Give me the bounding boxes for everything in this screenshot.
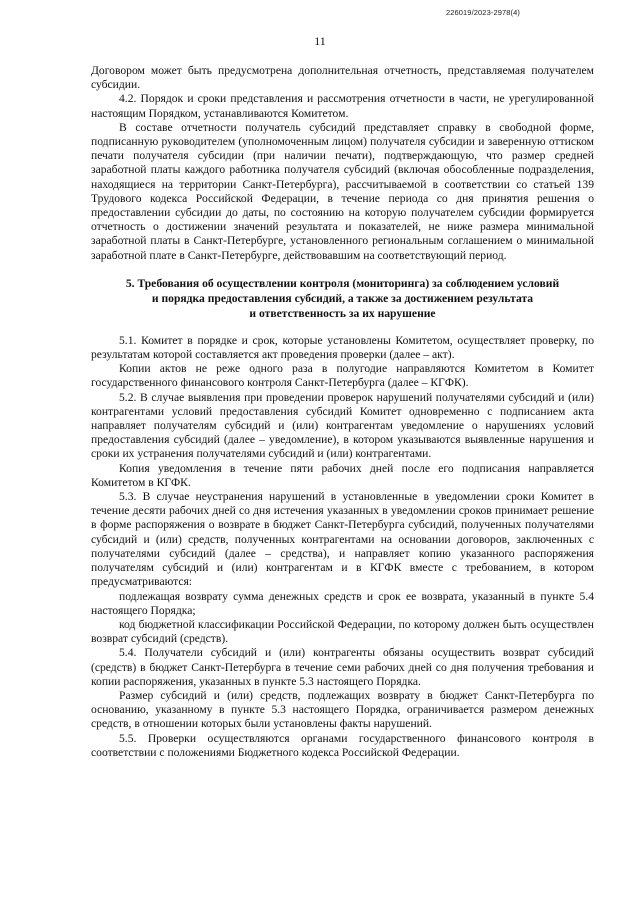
paragraph: В составе отчетности получатель субсидий представляет справку в свободной форме, подписанную руководителем (уполномоченным лицом) получателя субсидии и заверенную оттиском печати получателя субсидии (при наличии печати), подтверждающую, что размер средней заработной платы каждого работника получателя субсидий (включая обособленные подразделения, находящиеся на территории Санкт-Петербурга), рассчитываемой в соответствии со статьей 139 Трудового кодекса Российской Федерации, в течение периода со дня принятия решения о предоставлении субсидии до даты, по состоянию на которую получателем субсидии формируется отчетность о достижении значений результата и показателей, не ниже размера минимальной заработной платы в Санкт-Петербурге, установленного региональным соглашением о минимальной заработной плате в Санкт-Петербурге, действовавшим на соответствующий период. xyxy=(91,120,594,262)
paragraph: Копии актов не реже одного раза в полугодие направляются Комитетом в Комитет государственного финансового контроля Санкт-Петербурга (далее – КГФК). xyxy=(91,362,594,390)
paragraph: 5.1. Комитет в порядке и срок, которые установлены Комитетом, осуществляет проверку, по результатам которой составляется акт проведения проверки (далее – акт). xyxy=(91,333,594,362)
paragraph: 5.5. Проверки осуществляются органами государственного финансового контроля в соответствии с положениями Бюджетного кодекса Российской Федерации. xyxy=(91,731,594,759)
page-number: 11 xyxy=(314,34,326,48)
section-heading-line: 5. Требования об осуществлении контроля (мониторинга) за соблюдением условий xyxy=(125,276,560,290)
paragraph: 5.3. В случае неустранения нарушений в установленные в уведомлении сроки Комитет в течение десяти рабочих дней со дня истечения указанных в уведомлении сроков принимает решение в форме распоряжения о возврате в бюджет Санкт-Петербурга субсидий, полученных получателями субсидий и (или) средств, полученных контрагентами на основании договоров, заключенных с получателями субсидий (далее – средства), и направляет копию указанного распоряжения получателям субсидий и (или) контрагентам и в КГФК вместе с требованием, в котором предусматриваются: xyxy=(91,490,594,589)
section-heading-line: и порядка предоставления субсидий, а также за достижением результата xyxy=(151,291,534,305)
paragraph: Размер субсидий и (или) средств, подлежащих возврату в бюджет Санкт-Петербурга по основанию, указанному в пункте 5.3 настоящего Порядка, ограничивается размером денежных средств, в отношении которых были установлены факты нарушений. xyxy=(91,688,594,731)
paragraph: Договором может быть предусмотрена дополнительная отчетность, представляемая получателем субсидии. xyxy=(91,64,594,92)
paragraph: Копия уведомления в течение пяти рабочих дней после его подписания направляется Комитетом в КГФК. xyxy=(91,461,594,489)
section-heading-line: и ответственность за их нарушение xyxy=(249,306,436,320)
paragraph: код бюджетной классификации Российской Федерации, по которому должен быть осуществлен возврат субсидий (средств). xyxy=(91,617,594,646)
paragraph: подлежащая возврату сумма денежных средств и срок ее возврата, указанный в пункте 5.4 настоящего Порядка; xyxy=(91,589,594,617)
paragraph: 5.2. В случае выявления при проведении проверок нарушений получателями субсидий и (или) контрагентами условий предоставления субсидий Комитет одновременно с подписанием акта направляет получателям субсидий и (или) контрагентам уведомление о нарушениях условий предоставления субсидий (далее – уведомление), в котором указываются выявленные нарушения и сроки их устранения получателями субсидий и (или) контрагентами. xyxy=(91,390,594,461)
section-heading xyxy=(91,276,594,321)
paragraph: 5.4. Получатели субсидий и (или) контрагенты обязаны осуществить возврат субсидий (средств) в бюджет Санкт-Петербурга в течение семи рабочих дней со дня получения требования и копии распоряжения, указанных в пункте 5.3 настоящего Порядка. xyxy=(91,646,594,688)
document-id: 226019/2023-2978(4) xyxy=(445,8,520,17)
document-body xyxy=(91,64,594,760)
paragraph: 4.2. Порядок и сроки представления и рассмотрения отчетности в части, не урегулированной настоящим Порядком, устанавливаются Комитетом. xyxy=(91,92,594,120)
